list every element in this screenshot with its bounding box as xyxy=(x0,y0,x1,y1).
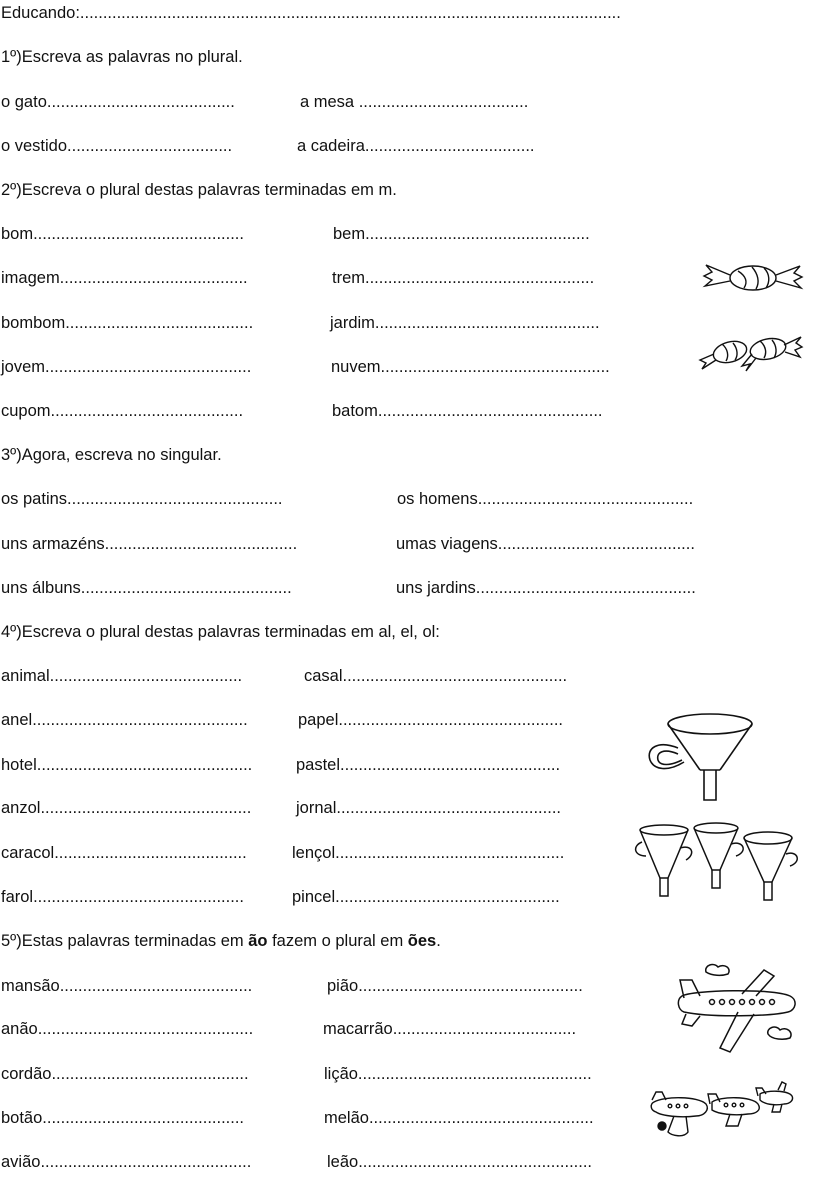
exercise-4-item: jornal................................................. xyxy=(296,799,561,817)
exercise-4-item: farol.............................................. xyxy=(1,888,244,906)
exercise-4-title: 4º)Escreva o plural destas palavras terminadas em al, el, ol: xyxy=(1,623,440,641)
exercise-2-item: trem.................................................. xyxy=(332,269,595,287)
exercise-5-item: lição................................................... xyxy=(324,1065,592,1083)
exercise-1-title: 1º)Escreva as palavras no plural. xyxy=(1,48,243,66)
exercise-2-item: cupom.......................................... xyxy=(1,402,244,420)
exercise-3-title: 3º)Agora, escreva no singular. xyxy=(1,446,222,464)
exercise-3-item: os patins............................................... xyxy=(1,490,283,508)
exercise-5-item: macarrão........................................ xyxy=(323,1020,577,1038)
exercise-1-item: o gato......................................... xyxy=(1,93,235,111)
exercise-1-item: a mesa ..................................... xyxy=(300,93,529,111)
exercise-4-item: anel............................................... xyxy=(1,711,248,729)
exercise-4-item: hotel............................................... xyxy=(1,756,253,774)
candies-icon xyxy=(698,330,804,372)
exercise-5-item: pião................................................. xyxy=(327,977,583,995)
exercise-5-item: melão................................................. xyxy=(324,1109,594,1127)
exercise-3-item: uns álbuns.............................................. xyxy=(1,579,292,597)
exercise-2-item: bem................................................. xyxy=(333,225,590,243)
exercise-2-item: jovem............................................. xyxy=(1,358,252,376)
exercise-4-item: papel................................................. xyxy=(298,711,563,729)
exercise-2-title: 2º)Escreva o plural destas palavras terminadas em m. xyxy=(1,181,397,199)
exercise-1-item: a cadeira..................................... xyxy=(297,137,535,155)
exercise-2-item: bom.............................................. xyxy=(1,225,244,243)
candy-icon xyxy=(702,262,804,294)
exercise-5-item: botão............................................ xyxy=(1,1109,244,1127)
exercise-2-item: jardim................................................. xyxy=(330,314,600,332)
exercise-3-item: os homens............................................... xyxy=(397,490,694,508)
exercise-1-item: o vestido.................................... xyxy=(1,137,233,155)
exercise-2-item: imagem......................................... xyxy=(1,269,248,287)
exercise-4-item: anzol.............................................. xyxy=(1,799,252,817)
exercise-2-item: nuvem.................................................. xyxy=(331,358,610,376)
exercise-4-item: caracol.......................................... xyxy=(1,844,247,862)
airplanes-icon xyxy=(648,1080,798,1140)
exercise-4-item: lençol.................................................. xyxy=(292,844,565,862)
exercise-3-item: uns jardins................................................ xyxy=(396,579,696,597)
exercise-5-item: anão............................................... xyxy=(1,1020,254,1038)
exercise-3-item: uns armazéns.......................................... xyxy=(1,535,298,553)
exercise-5-item: mansão.......................................... xyxy=(1,977,253,995)
exercise-5-item: avião.............................................. xyxy=(1,1153,252,1171)
funnel-icon xyxy=(638,708,758,804)
exercise-3-item: umas viagens........................................... xyxy=(396,535,695,553)
exercise-2-item: batom................................................. xyxy=(332,402,603,420)
funnels-icon xyxy=(634,820,804,904)
exercise-4-item: casal................................................. xyxy=(304,667,568,685)
exercise-5-title: 5º)Estas palavras terminadas em ão fazem o plural em ões. xyxy=(1,932,441,950)
exercise-4-item: pastel................................................ xyxy=(296,756,561,774)
airplane-icon xyxy=(672,962,804,1056)
exercise-4-item: animal.......................................... xyxy=(1,667,243,685)
student-name-line: Educando:...................................................................................................................... xyxy=(1,4,621,22)
exercise-4-item: pincel................................................. xyxy=(292,888,560,906)
exercise-2-item: bombom......................................... xyxy=(1,314,254,332)
exercise-5-item: leão................................................... xyxy=(327,1153,592,1171)
exercise-5-item: cordão........................................... xyxy=(1,1065,249,1083)
